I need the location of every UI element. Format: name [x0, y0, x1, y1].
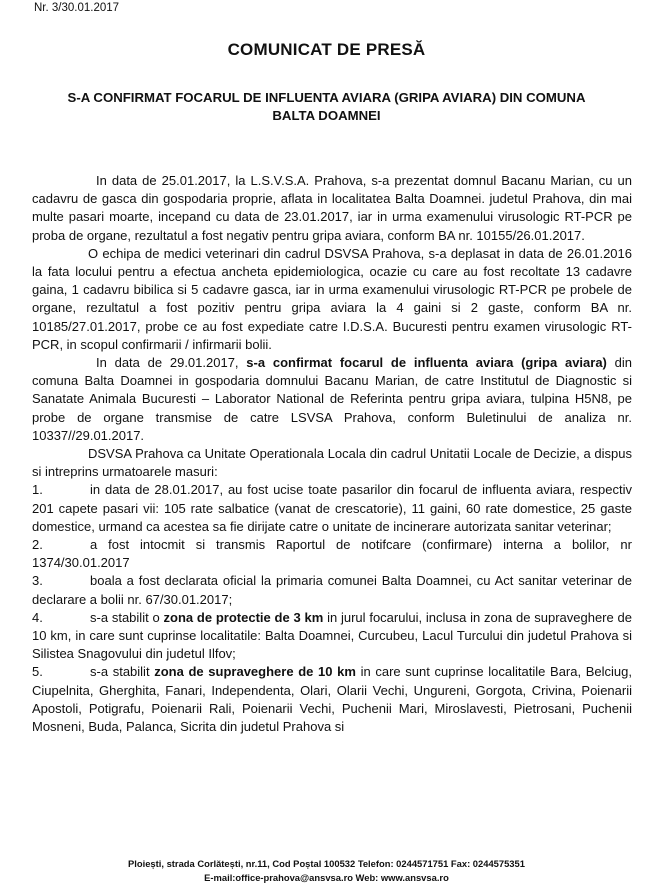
paragraph-3: [32, 354, 632, 445]
list-number: 1.: [32, 482, 43, 498]
list-item-text: boala a fost declarata oficial la primaria comunei Balta Doamnei, cu Act sanitar veterinar de declarare a bolii nr. 67/30.01.2017;: [32, 573, 632, 607]
paragraph-3-bold: s-a confirmat focarul de influenta aviara (gripa aviara): [246, 355, 607, 371]
footer-address: Ploiești, strada Corlătești, nr.11, Cod Poștal 100532 Telefon: 0244571751 Fax: 0244575351: [128, 858, 525, 869]
paragraph-2: O echipa de medici veterinari din cadrul DSVSA Prahova, s-a deplasat in data de 26.01.2016 la fata locului pentru a efectua ancheta epidemiologica, ocazie cu care au fost recoltate 13 cadavre gaina, 1 cadavru bibilica si 5 cadavre gasca, iar in urma examenului virusologic RT-PCR pe probele de organe, rezultatul a fost pozitiv pentru gripa aviara la 4 gaini si 2 gaste, conform BA nr. 10185/27.01.2017, probe ce au fost expediate catre I.D.S.A. Bucuresti pentru examen virusologic RT-PCR, in scopul confirmarii / infirmarii bolii.: [32, 245, 632, 352]
list-item-bold: zona de protectie de 3 km: [163, 609, 324, 625]
list-item-text: a fost intocmit si transmis Raportul de notifcare (confirmare) interna a bolilor, nr 1374/30.01.2017: [32, 537, 632, 571]
list-item-2: [32, 536, 632, 572]
list-number: 2.: [32, 537, 43, 553]
list-item-3: [32, 572, 632, 608]
subtitle-line-2: BALTA DOAMNEI: [272, 108, 381, 123]
footer-contact: E-mail:office-prahova@ansvsa.ro Web: www.ansvsa.ro: [204, 872, 449, 883]
list-number: 3.: [32, 573, 43, 589]
paragraph-1: In data de 25.01.2017, la L.S.V.S.A. Prahova, s-a prezentat domnul Bacanu Marian, cu un cadavru de gasca din gospodaria proprie, aflata in localitatea Balta Doamnei. judetul Prahova, din mai multe pasari moarte, incepand cu data de 23.01.2017, iar in urma examenului virusologic RT-PCR pe proba de organe, rezultatul a fost negativ pentru gripa aviara, conform BA nr. 10155/26.01.2017.: [32, 173, 632, 243]
paragraph-4: DSVSA Prahova ca Unitate Operationala Locala din cadrul Unitatii Locale de Decizie, a dispus si intreprins urmatoarele masuri:: [32, 446, 632, 480]
page-title: COMUNICAT DE PRESĂ: [227, 40, 426, 59]
document-body: [32, 172, 632, 736]
list-item-text: in data de 28.01.2017, au fost ucise toate pasarilor din focarul de influenta aviara, respectiv 201 capete pasari vii: 105 rate salbatice (vanat de crescatorie), 11 gaini, 60 rate domestice, 25 gaste domestice, urmand ca acestea sa fie dirijate catre o unitate de incinerare autorizata sanitar veterinar;: [32, 482, 632, 534]
list-item-text-b: in jurul focarului, inclusa in zona de supraveghere de 10 km, in care sunt cuprinse localitatile: Balta Doamnei, Curcubeu, Lacul Turcului din judetul Prahova si Silistea Snagovului din judetul Ilfov;: [32, 609, 632, 662]
list-item-bold: zona de supraveghere de 10 km: [154, 664, 356, 680]
list-item-text-a: s-a stabilit: [90, 664, 155, 680]
list-item-1: [32, 481, 632, 536]
subtitle-line-1: S-A CONFIRMAT FOCARUL DE INFLUENTA AVIARA (GRIPA AVIARA) DIN COMUNA: [67, 90, 586, 105]
document-number: Nr. 3/30.01.2017: [34, 2, 120, 14]
paragraph-3-text-b: din comuna Balta Doamnei in gospodaria domnului Bacanu Marian, de catre Institutul de Diagnostic si Sanatate Animala Bucuresti – Laborator National de Referinta pentru gripa aviara, tulpina H5N8, pe probe de organe transmise de catre LSVSA Prahova, conform Buletinului de analiza nr. 10337//29.01.2017.: [32, 355, 632, 443]
list-number: 4.: [32, 609, 43, 625]
list-item-text-a: s-a stabilit o: [90, 609, 164, 625]
subtitle: [40, 89, 613, 125]
list-item-text-b: in care sunt cuprinse localitatile Bara, Belciug, Ciupelnita, Gherghita, Fanari, Independenta, Olari, Olarii Vechi, Ungureni, Gorgota, Crivina, Poienarii Apostoli, Potigrafu, Poienarii Rali, Poienarii Vechi, Puchenii Mari, Miroslavesti, Pietrosani, Puchenii Mosneni, Buda, Palanca, Sicrita din judetul Prahova si: [32, 664, 632, 735]
list-item-5: [32, 663, 632, 736]
paragraph-3-text-a: In data de 29.01.2017,: [96, 355, 247, 371]
list-item-4: [32, 609, 632, 664]
list-number: 5.: [32, 664, 43, 680]
footer: [0, 857, 653, 885]
